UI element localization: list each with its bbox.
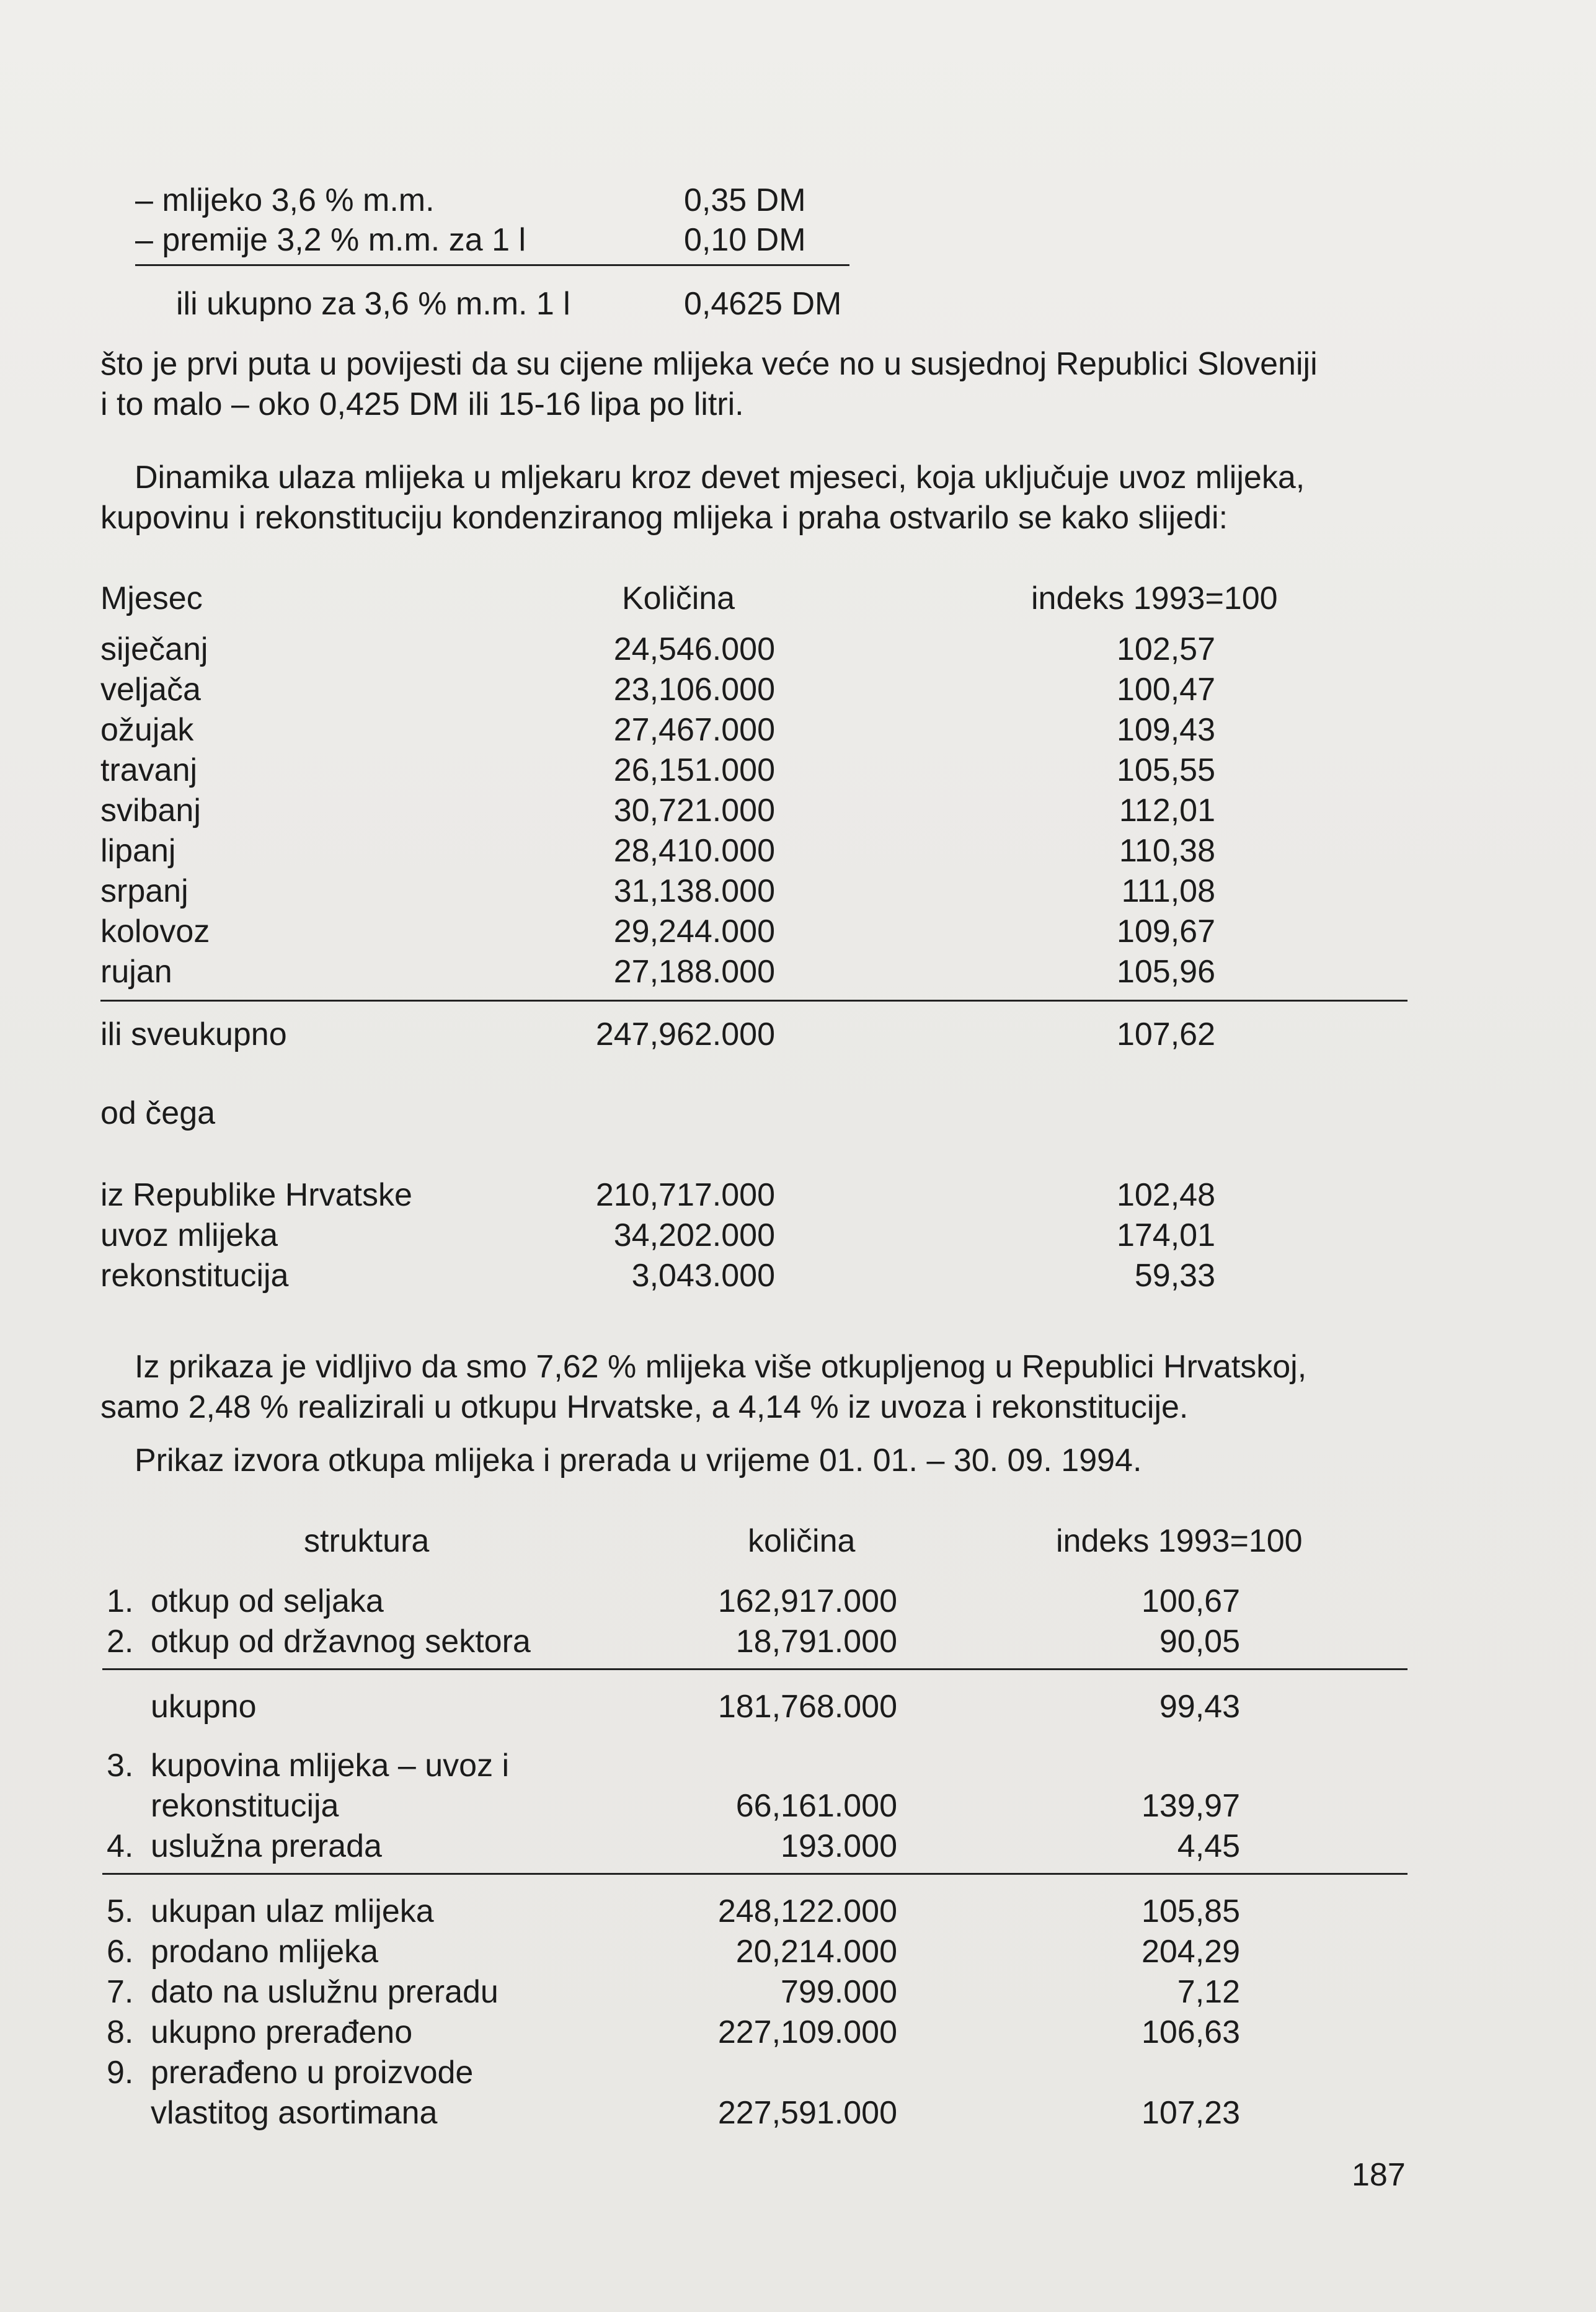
price-row-value: 0,10 DM [684, 222, 806, 258]
month-name: veljača [100, 672, 201, 708]
month-quantity: 24,546.000 [613, 631, 775, 667]
month-index: 109,43 [1116, 712, 1215, 748]
structure-row-index: 204,29 [1141, 1934, 1240, 1970]
paragraph-intake-dynamics: Dinamika ulaza mlijeka u mljekaru kroz devet mjeseci, koja uključuje uvoz mlijeka, kupovinu i rekonstituciju kondenziranog mlijeka i praha ostvarilo se kako slijedi: [100, 460, 1305, 536]
structure-row-number: 1. [107, 1583, 134, 1619]
month-index: 109,67 [1116, 914, 1215, 949]
month-index: 105,96 [1116, 954, 1215, 990]
breakdown-label: uvoz mlijeka [100, 1217, 278, 1253]
structure-row-label: ukupan ulaz mlijeka [151, 1893, 434, 1929]
breakdown-index: 174,01 [1116, 1217, 1215, 1253]
month-index: 100,47 [1116, 672, 1215, 708]
breakdown-quantity: 34,202.000 [613, 1217, 775, 1253]
monthly-total-rule [100, 1000, 1408, 1002]
structure-row-number: 8. [107, 2014, 134, 2050]
month-index: 112,01 [1119, 793, 1215, 829]
structure-row-index: 99,43 [1159, 1689, 1240, 1725]
structure-row-quantity: 799.000 [781, 1974, 897, 2010]
structure-header-label: struktura [304, 1523, 430, 1559]
structure-row-number: 6. [107, 1934, 134, 1970]
paragraph-summary: Iz prikaza je vidljivo da smo 7,62 % mlijeka više otkupljenog u Republici Hrvatskoj, samo 2,48 % realizirali u otkupu Hrvatske, a 4,14 % iz uvoza i rekonstitucije. [100, 1349, 1307, 1425]
month-index: 102,57 [1116, 631, 1215, 667]
structure-row-quantity: 193.000 [781, 1828, 897, 1864]
structure-row-quantity: 18,791.000 [735, 1624, 897, 1660]
structure-row-label: dato na uslužnu preradu [151, 1974, 499, 2010]
structure-row-index: 100,67 [1141, 1583, 1240, 1619]
structure-row-quantity: 162,917.000 [717, 1583, 897, 1619]
structure-row-quantity: 227,109.000 [717, 2014, 897, 2050]
breakdown-index: 59,33 [1134, 1258, 1215, 1294]
structure-row-number: 3. [107, 1748, 134, 1784]
month-name: kolovoz [100, 914, 210, 949]
structure-row-quantity: 20,214.000 [735, 1934, 897, 1970]
month-name: lipanj [100, 833, 176, 869]
month-quantity: 27,188.000 [613, 954, 775, 990]
structure-row-number: 4. [107, 1828, 134, 1864]
table-header-index: indeks 1993=100 [1031, 580, 1278, 616]
structure-header-quantity: količina [748, 1523, 856, 1559]
monthly-total-label: ili sveukupno [100, 1016, 287, 1052]
breakdown-quantity: 210,717.000 [595, 1177, 775, 1213]
month-quantity: 29,244.000 [613, 914, 775, 949]
structure-row-label: otkup od seljaka [151, 1583, 384, 1619]
structure-row-index: 105,85 [1141, 1893, 1240, 1929]
month-index: 105,55 [1116, 752, 1215, 788]
month-name: srpanj [100, 873, 188, 909]
page-number: 187 [1352, 2157, 1406, 2193]
breakdown-label: rekonstitucija [100, 1258, 289, 1294]
structure-row-label: prodano mlijeka [151, 1934, 379, 1970]
price-total-value: 0,4625 DM [684, 286, 842, 322]
structure-row-label: otkup od državnog sektora [151, 1624, 531, 1660]
structure-row-quantity: 248,122.000 [717, 1893, 897, 1929]
month-quantity: 27,467.000 [613, 712, 775, 748]
structure-row-index: 7,12 [1177, 1974, 1240, 2010]
month-name: siječanj [100, 631, 208, 667]
structure-row-number: 9. [107, 2055, 134, 2091]
structure-row-label: uslužna prerada [151, 1828, 382, 1864]
structure-header-index: indeks 1993=100 [1056, 1523, 1303, 1559]
structure-row-index: 139,97 [1141, 1788, 1240, 1824]
month-quantity: 30,721.000 [613, 793, 775, 829]
monthly-total-quantity: 247,962.000 [595, 1016, 775, 1052]
breakdown-label: iz Republike Hrvatske [100, 1177, 412, 1213]
structure-row-index: 107,23 [1141, 2095, 1240, 2131]
price-row-value: 0,35 DM [684, 182, 806, 218]
price-row-label: – premije 3,2 % m.m. za 1 l [135, 222, 526, 258]
paragraph-structure-intro: Prikaz izvora otkupa mlijeka i prerada u vrijeme 01. 01. – 30. 09. 1994. [135, 1443, 1142, 1478]
table-header-month: Mjesec [100, 580, 203, 616]
structure-row-label: ukupno prerađeno [151, 2014, 413, 2050]
month-name: svibanj [100, 793, 201, 829]
month-quantity: 31,138.000 [613, 873, 775, 909]
structure-row-number: 5. [107, 1893, 134, 1929]
price-row-label: – mlijeko 3,6 % m.m. [135, 182, 435, 218]
price-sum-rule [135, 264, 849, 266]
breakdown-index: 102,48 [1116, 1177, 1215, 1213]
month-name: ožujak [100, 712, 194, 748]
price-total-label: ili ukupno za 3,6 % m.m. 1 l [176, 286, 570, 322]
structure-row-index: 106,63 [1141, 2014, 1240, 2050]
paragraph-price-comparison: što je prvi puta u povijesti da su cijene mlijeka veće no u susjednoj Republici Sloveniji i to malo – oko 0,425 DM ili 15-16 lipa po litri. [100, 346, 1318, 422]
monthly-total-index: 107,62 [1116, 1016, 1215, 1052]
structure-row-label: vlastitog asortimana [151, 2095, 438, 2131]
structure-total-rule [102, 1873, 1408, 1875]
table-header-quantity: Količina [622, 580, 735, 616]
structure-row-quantity: 66,161.000 [735, 1788, 897, 1824]
structure-row-number: 2. [107, 1624, 134, 1660]
structure-row-label: prerađeno u proizvode [151, 2055, 474, 2091]
breakdown-quantity: 3,043.000 [631, 1258, 775, 1294]
structure-row-index: 90,05 [1159, 1624, 1240, 1660]
month-index: 110,38 [1119, 833, 1215, 869]
structure-row-number: 7. [107, 1974, 134, 2010]
structure-row-index: 4,45 [1177, 1828, 1240, 1864]
structure-subtotal-rule [102, 1668, 1408, 1670]
month-name: travanj [100, 752, 198, 788]
structure-row-quantity: 227,591.000 [717, 2095, 897, 2131]
month-index: 111,08 [1121, 873, 1215, 909]
structure-row-label: rekonstitucija [151, 1788, 339, 1824]
month-name: rujan [100, 954, 172, 990]
structure-row-quantity: 181,768.000 [717, 1689, 897, 1725]
month-quantity: 23,106.000 [613, 672, 775, 708]
month-quantity: 26,151.000 [613, 752, 775, 788]
breakdown-subheading: od čega [100, 1095, 216, 1131]
month-quantity: 28,410.000 [613, 833, 775, 869]
structure-row-label: kupovina mlijeka – uvoz i [151, 1748, 510, 1784]
structure-row-label: ukupno [151, 1689, 257, 1725]
